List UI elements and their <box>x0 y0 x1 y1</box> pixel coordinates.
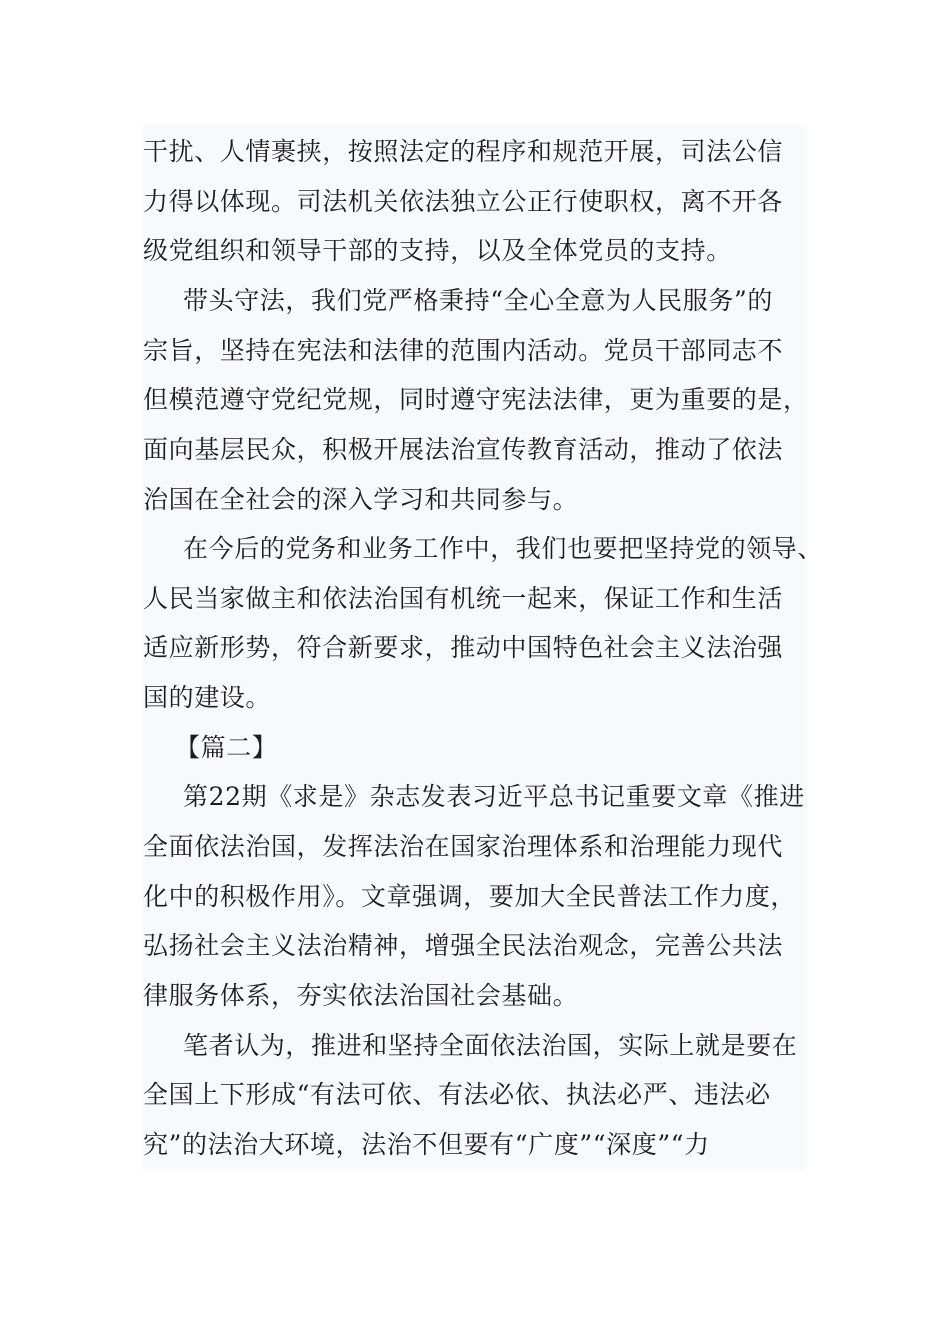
text-line: 带头守法，我们党严格秉持“全心全意为人民服务”的 <box>183 286 773 315</box>
text-line: 宗旨，坚持在宪法和法律的范围内活动。党员干部同志不 <box>143 336 784 365</box>
text-line: 干扰、人情裹挟，按照法定的程序和规范开展，司法公信 <box>143 137 784 166</box>
text-line: 化中的积极作用》。文章强调，要加大全民普法工作力度， <box>143 882 797 911</box>
text-line: 全面依法治国，发挥法治在国家治理体系和治理能力现代 <box>143 832 784 861</box>
text-line: 但模范遵守党纪党规，同时遵守宪法法律，更为重要的是， <box>143 385 809 414</box>
text-line: 适应新形势，符合新要求，推动中国特色社会主义法治强 <box>143 633 784 662</box>
section-heading: 【篇二】 <box>175 733 278 762</box>
text-line: 力得以体现。司法机关依法独立公正行使职权，离不开各 <box>143 187 784 216</box>
text-line: 律服务体系，夯实依法治国社会基础。 <box>143 981 579 1010</box>
text-line: 国的建设。 <box>143 683 272 712</box>
text-line: 面向基层民众，积极开展法治宣传教育活动，推动了依法 <box>143 435 784 464</box>
text-line: 全国上下形成“有法可依、有法必依、执法必严、违法必 <box>143 1080 771 1109</box>
text-line: 在今后的党务和业务工作中，我们也要把坚持党的领导、 <box>183 534 824 563</box>
document-body <box>143 125 824 1170</box>
text-line: 人民当家做主和依法治国有机统一起来，保证工作和生活 <box>143 584 784 613</box>
text-line: 笔者认为，推进和坚持全面依法治国，实际上就是要在 <box>183 1031 798 1060</box>
text-line: 第22期《求是》杂志发表习近平总书记重要文章《推进 <box>183 782 805 811</box>
text-line: 究”的法治大环境，法治不但要有“广度”“深度”“力 <box>143 1130 710 1159</box>
text-line: 级党组织和领导干部的支持，以及全体党员的支持。 <box>143 236 732 265</box>
text-line: 治国在全社会的深入学习和共同参与。 <box>143 485 579 514</box>
text-line: 弘扬社会主义法治精神，增强全民法治观念，完善公共法 <box>143 931 784 960</box>
